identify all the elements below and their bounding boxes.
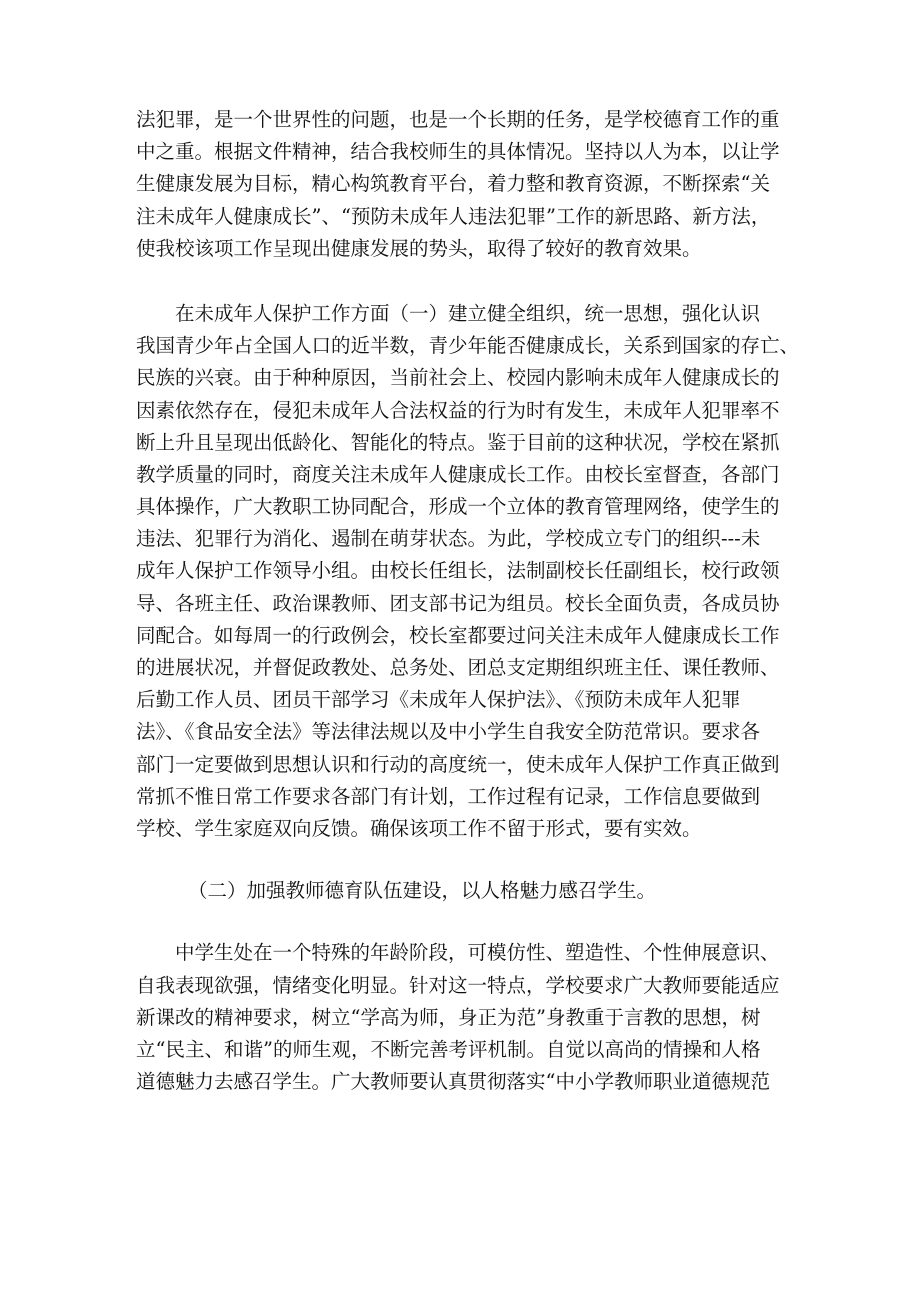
text-line: 断上升且呈现出低龄化、智能化的特点。鉴于目前的这种状况，学校在紧抓 <box>136 430 780 454</box>
text-line: 教学质量的同时，商度关注未成年人健康成长工作。由校长室督查，各部门 <box>136 462 780 486</box>
text-line: 注未成年人健康成长”、“预防未成年人违法犯罪”工作的新思路、新方法， <box>136 204 771 228</box>
text-line: 民族的兴衰。由于种种原因，当前社会上、校园内影响未成年人健康成长的 <box>136 366 780 390</box>
text-line: 中学生处在一个特殊的年龄阶段，可模仿性、塑造性、个性伸展意识、 <box>175 941 780 965</box>
text-line: 后勤工作人员、团员干部学习《未成年人保护法》、《预防未成年人犯罪 <box>136 688 741 712</box>
text-line: 具体操作，广大教职工协同配合，形成一个立体的教育管理网络，使学生的 <box>136 495 780 519</box>
paragraph-gap <box>136 907 792 937</box>
text-line: 部门一定要做到思想认识和行动的高度统一，使未成年人保护工作真正做到 <box>136 752 780 776</box>
section-heading-teachers <box>136 875 792 907</box>
section-heading: （二）加强教师德育队伍建设，以人格魅力感召学生。 <box>188 879 657 903</box>
text-line: 自我表现欲强，情绪变化明显。针对这一特点，学校要求广大教师要能适应 <box>136 973 780 997</box>
text-line: 学校、学生家庭双向反馈。确保该项工作不留于形式，要有实效。 <box>136 816 702 840</box>
text-line: 我国青少年占全国人口的近半数，青少年能否健康成长，关系到国家的存亡、 <box>136 334 800 358</box>
text-line: 成年人保护工作领导小组。由校长任组长，法制副校长任副组长，校行政领 <box>136 559 780 583</box>
text-line: 法》、《食品安全法》等法律法规以及中小学生自我安全防范常识。要求各 <box>136 720 761 744</box>
text-line: 导、各班主任、政治课教师、团支部书记为组员。校长全面负责，各成员协 <box>136 591 780 615</box>
text-line: 同配合。如每周一的行政例会，校长室都要过问关注未成年人健康成长工作 <box>136 623 780 647</box>
paragraph-teachers <box>136 937 792 1098</box>
text-line: 立“民主、和谐”的师生观，不断完善考评机制。自觉以高尚的情操和人格 <box>136 1037 761 1061</box>
text-line: 新课改的精神要求，树立“学高为师，身正为范”身教重于言教的思想，树 <box>136 1005 761 1029</box>
text-line: 道德魅力去感召学生。广大教师要认真贯彻落实“中小学教师职业道德规范 <box>136 1070 770 1094</box>
text-line: 使我校该项工作呈现出健康发展的势头，取得了较好的教育效果。 <box>136 236 702 260</box>
text-line: 因素依然存在，侵犯未成年人合法权益的行为时有发生，未成年人犯罪率不 <box>136 398 780 422</box>
text-line: 法犯罪，是一个世界性的问题，也是一个长期的任务，是学校德育工作的重 <box>136 108 780 131</box>
document-body <box>136 104 800 1098</box>
paragraph-intro <box>136 104 792 265</box>
text-line: 违法、犯罪行为消化、遏制在萌芽状态。为此，学校成立专门的组织---未 <box>136 527 761 551</box>
text-line: 生健康发展为目标，精心构筑教育平台，着力整和教育资源，不断探索“关 <box>136 172 770 196</box>
paragraph-gap <box>136 845 792 875</box>
text-line: 的进展状况，并督促政教处、总务处、团总支定期组织班主任、课任教师、 <box>136 656 780 679</box>
paragraph-gap <box>136 265 792 298</box>
text-line: 在未成年人保护工作方面（一）建立健全组织，统一思想，强化认识 <box>175 301 761 325</box>
text-line: 中之重。根据文件精神，结合我校师生的具体情况。坚持以人为本，以让学 <box>136 140 780 164</box>
paragraph-organization <box>136 298 800 845</box>
text-line: 常抓不惟日常工作要求各部门有计划，工作过程有记录，工作信息要做到 <box>136 784 761 808</box>
